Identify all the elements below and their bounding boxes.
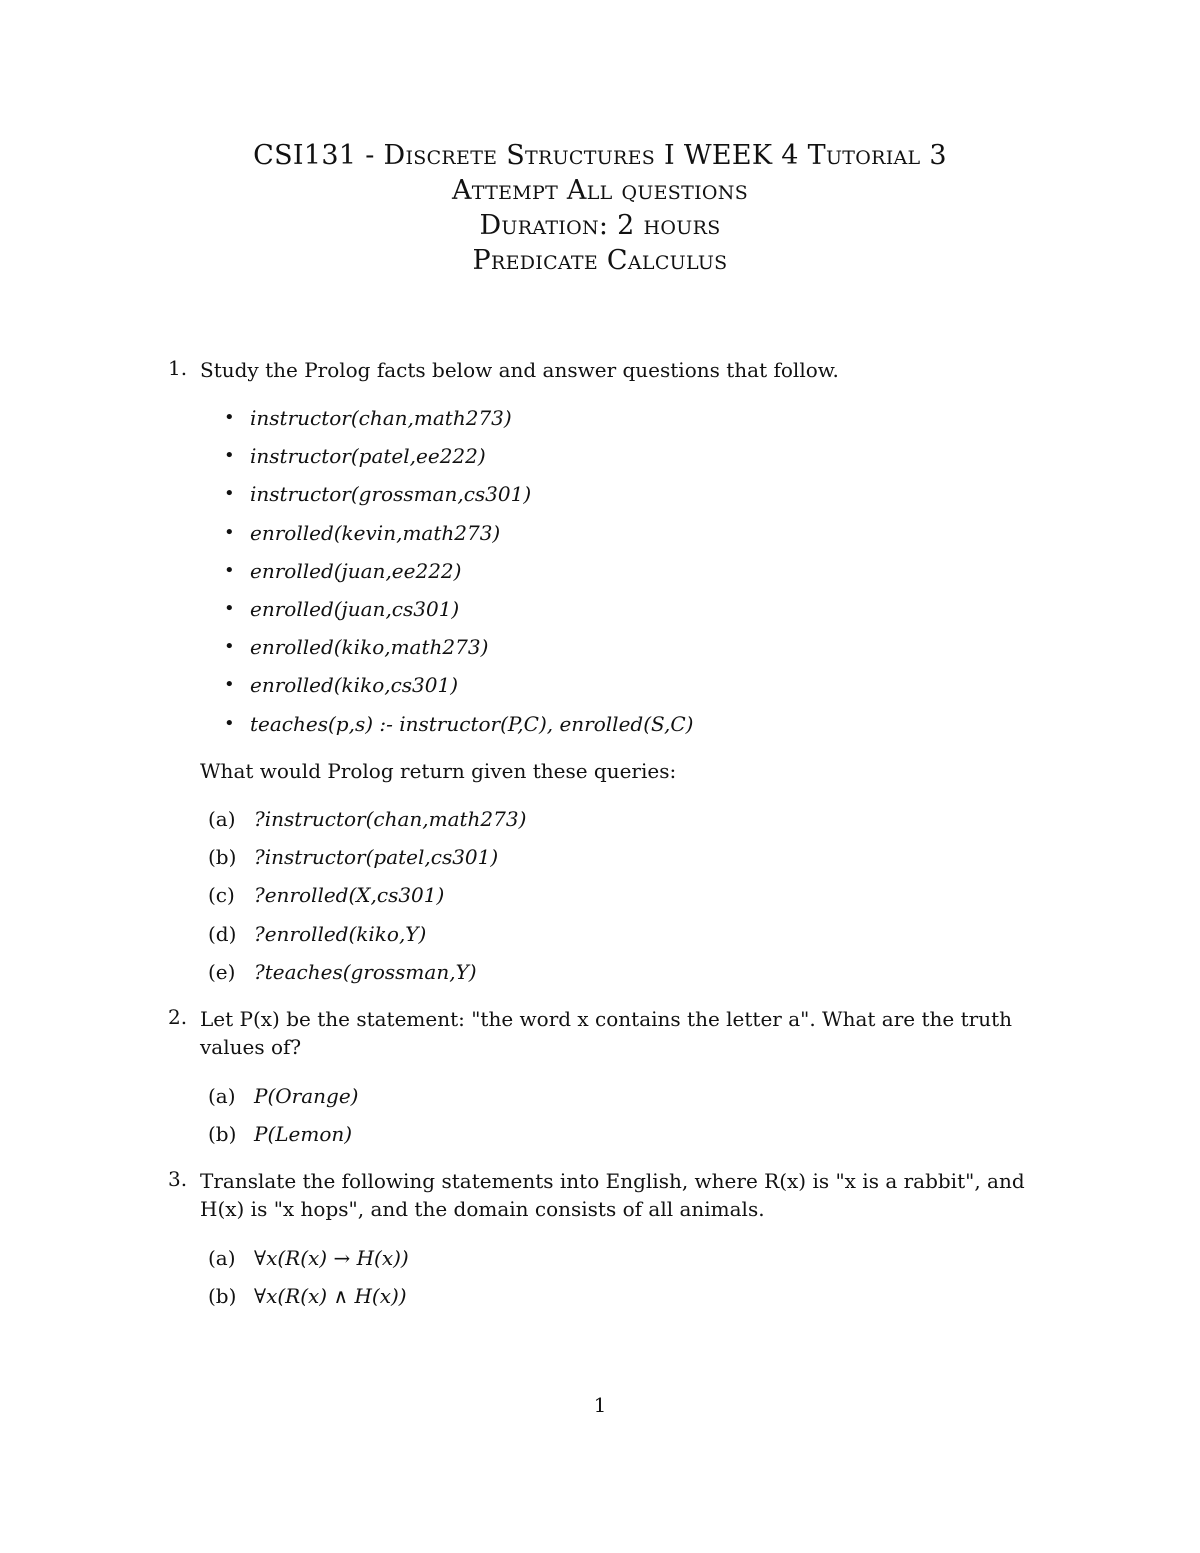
item-label: (a) [208,1246,236,1270]
item-text: ∀x(R(x) ∧ H(x)) [254,1284,407,1309]
translation-list [208,1244,409,1320]
item-text: P(Orange) [254,1084,359,1108]
list-item: • enrolled(kiko,math273) [220,633,693,671]
item-label: (b) [208,1284,237,1309]
item-label: (b) [208,1122,237,1147]
list-item: • teaches(p,s) :- instructor(P,C), enrolled(S,C) [220,710,693,748]
list-item: • enrolled(kevin,math273) [220,519,693,557]
queries-list [208,805,526,996]
list-item [208,920,526,958]
list-item [208,1282,409,1320]
list-item: • instructor(chan,math273) [220,404,693,442]
item-text: ?instructor(patel,cs301) [254,845,499,870]
list-item: • instructor(grossman,cs301) [220,480,693,518]
item-text: ?instructor(chan,math273) [254,807,527,831]
item-text: ∀x(R(x) → H(x)) [254,1246,409,1270]
list-item: • enrolled(kiko,cs301) [220,671,693,709]
question-text: Translate the following statements into English, where R(x) is "x is a rabbit", and H(x) is "x hops", and the domain consists of all animals. [200,1169,1025,1221]
item-text: P(Lemon) [254,1122,353,1147]
item-text: ?teaches(grossman,Y) [254,959,477,984]
question-number: 1. [168,356,188,380]
question-text: Let P(x) be the statement: "the word x contains the letter a". What are the truth values of? [200,1007,1012,1059]
queries-prompt: What would Prolog return given these queries: [200,759,677,783]
question-2 [168,1005,1063,1061]
truth-values-list [208,1082,358,1158]
instruction-line: Attempt All questions [451,175,749,206]
item-label: (b) [208,845,237,870]
list-item [208,805,526,843]
question-number: 2. [168,1005,188,1029]
course-title: CSI131 - Discrete Structures I WEEK 4 Tutorial 3 [253,140,947,171]
list-item [208,1120,358,1158]
list-item [208,958,526,996]
list-item [208,1082,358,1120]
item-label: (d) [208,921,237,946]
item-text: ?enrolled(X,cs301) [254,883,445,908]
question-text: Study the Prolog facts below and answer questions that follow. [200,358,839,382]
list-item: • enrolled(juan,ee222) [220,557,693,595]
question-3 [168,1167,1063,1223]
item-text: ?enrolled(kiko,Y) [254,921,427,946]
list-item: • enrolled(juan,cs301) [220,595,693,633]
list-item: • instructor(patel,ee222) [220,442,693,480]
page-number: 1 [593,1393,607,1417]
item-label: (c) [208,883,235,908]
duration-line: Duration: 2 hours [479,210,721,241]
item-label: (e) [208,959,236,984]
list-item [208,1244,409,1282]
list-item [208,881,526,919]
question-1 [168,356,1063,384]
question-number: 3. [168,1167,188,1191]
list-item [208,843,526,881]
item-label: (a) [208,807,236,831]
topic-title: Predicate Calculus [472,245,728,276]
prolog-facts-list [220,404,693,748]
item-label: (a) [208,1084,236,1108]
header [0,138,1200,278]
